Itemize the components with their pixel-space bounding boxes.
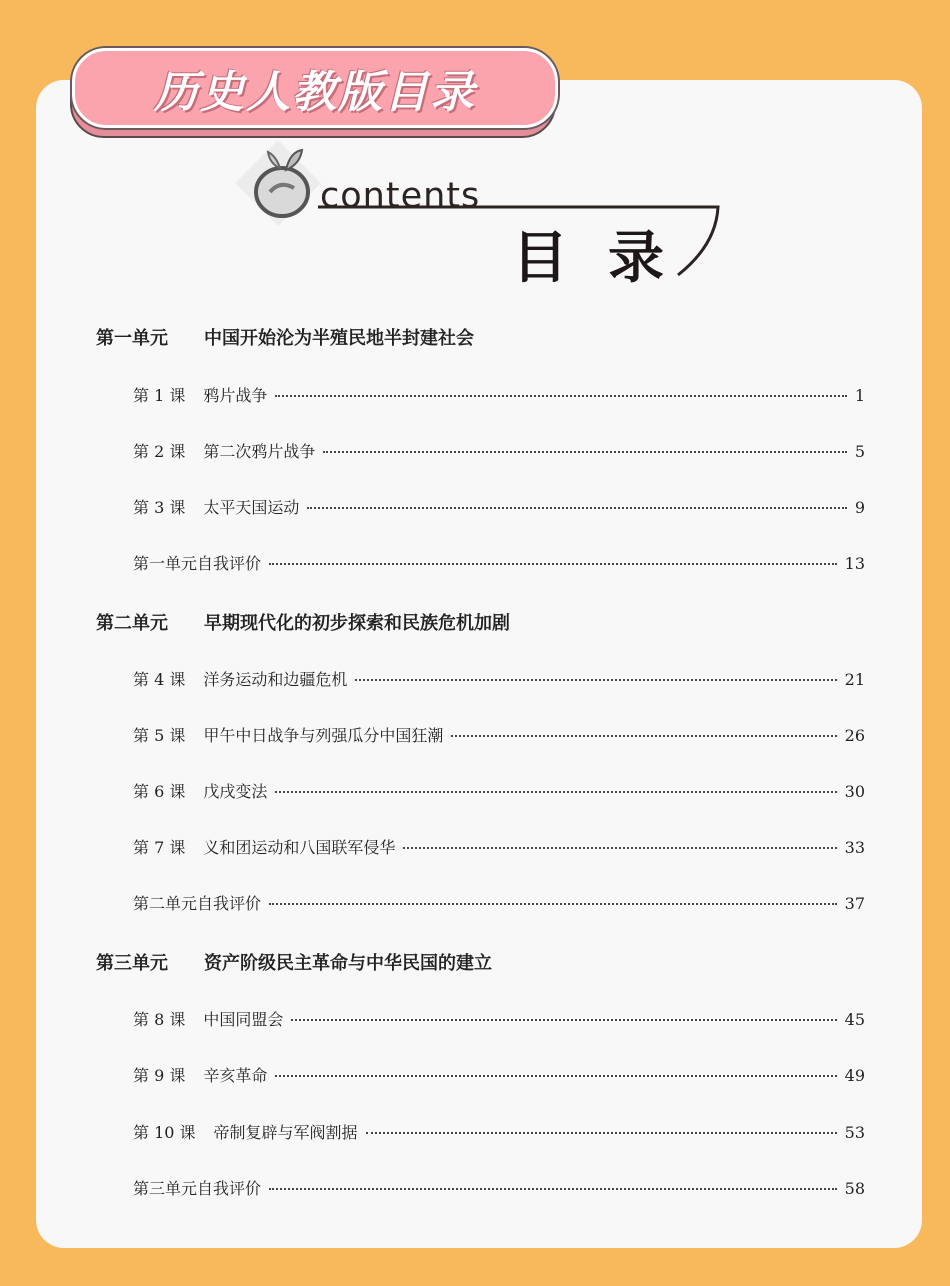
lesson-number: 第 1 课 <box>133 386 186 405</box>
lesson-number: 第 5 课 <box>133 726 186 745</box>
toc-entry[interactable] <box>133 495 865 517</box>
page-number: 13 <box>844 554 865 573</box>
page-title: 目录 <box>512 225 704 291</box>
lesson-number: 第 9 课 <box>133 1066 186 1085</box>
toc-entry[interactable] <box>133 835 865 857</box>
toc-entry[interactable] <box>133 1007 865 1029</box>
self-evaluation-title: 第一单元自我评价 <box>133 554 262 573</box>
leader-dots <box>307 507 846 509</box>
unit-number: 第二单元 <box>96 613 168 634</box>
lesson-title: 义和团运动和八国联军侵华 <box>203 838 396 857</box>
lesson-title: 第二次鸦片战争 <box>203 442 316 461</box>
lesson-title: 帝制复辟与军阀割据 <box>213 1123 358 1142</box>
lesson-number: 第 3 课 <box>133 498 186 517</box>
lesson-title: 鸦片战争 <box>203 386 268 405</box>
unit-heading <box>96 609 510 635</box>
leader-dots <box>403 847 836 849</box>
lesson-title: 辛亥革命 <box>203 1066 268 1085</box>
lesson-title: 洋务运动和边疆危机 <box>203 670 348 689</box>
leader-dots <box>323 451 846 453</box>
lesson-number: 第 6 课 <box>133 782 186 801</box>
unit-title: 早期现代化的初步探索和民族危机加剧 <box>204 613 510 634</box>
banner-title: 历史人教版目录 <box>154 67 476 118</box>
page-number: 1 <box>854 386 865 405</box>
toc-entry[interactable] <box>133 667 865 689</box>
toc-entry[interactable] <box>133 779 865 801</box>
toc-entry[interactable] <box>133 439 865 461</box>
page-number: 9 <box>854 498 865 517</box>
lesson-number: 第 4 课 <box>133 670 186 689</box>
page-number: 53 <box>844 1123 865 1142</box>
unit-heading <box>96 324 474 350</box>
toc-entry[interactable] <box>133 1120 865 1142</box>
unit-heading <box>96 949 492 975</box>
lesson-number: 第 7 课 <box>133 838 186 857</box>
toc-entry[interactable] <box>133 551 865 573</box>
leader-dots <box>275 395 846 397</box>
page-number: 45 <box>844 1010 865 1029</box>
page-number: 5 <box>854 442 865 461</box>
page-number: 33 <box>844 838 865 857</box>
leader-dots <box>366 1132 837 1134</box>
unit-number: 第一单元 <box>96 328 168 349</box>
lesson-number: 第 8 课 <box>133 1010 186 1029</box>
unit-title: 中国开始沦为半殖民地半封建社会 <box>204 328 474 349</box>
lesson-title: 中国同盟会 <box>203 1010 284 1029</box>
page-number: 21 <box>844 670 865 689</box>
self-evaluation-title: 第二单元自我评价 <box>133 894 262 913</box>
toc-entry[interactable] <box>133 1063 865 1085</box>
toc-entry[interactable] <box>133 1176 865 1198</box>
contents-word: contents <box>320 176 481 216</box>
toc-entry[interactable] <box>133 891 865 913</box>
toc-entry[interactable] <box>133 383 865 405</box>
lesson-title: 戊戌变法 <box>203 782 268 801</box>
leader-dots <box>355 679 836 681</box>
toc-entry[interactable] <box>133 723 865 745</box>
leader-dots <box>275 1075 836 1077</box>
lesson-title: 太平天国运动 <box>203 498 300 517</box>
lesson-title: 甲午中日战争与列强瓜分中国狂潮 <box>203 726 444 745</box>
page-number: 30 <box>844 782 865 801</box>
leader-dots <box>269 563 837 565</box>
leader-dots <box>451 735 836 737</box>
page-number: 26 <box>844 726 865 745</box>
leader-dots <box>275 791 836 793</box>
unit-number: 第三单元 <box>96 953 168 974</box>
leader-dots <box>269 1188 837 1190</box>
page-number: 49 <box>844 1066 865 1085</box>
leader-dots <box>269 903 837 905</box>
leader-dots <box>291 1019 836 1021</box>
lesson-number: 第 10 课 <box>133 1123 196 1142</box>
page-number: 58 <box>844 1179 865 1198</box>
page-number: 37 <box>844 894 865 913</box>
header-banner <box>72 48 558 128</box>
self-evaluation-title: 第三单元自我评价 <box>133 1179 262 1198</box>
lesson-number: 第 2 课 <box>133 442 186 461</box>
unit-title: 资产阶级民主革命与中华民国的建立 <box>204 953 492 974</box>
apple-logo-icon <box>250 142 318 222</box>
